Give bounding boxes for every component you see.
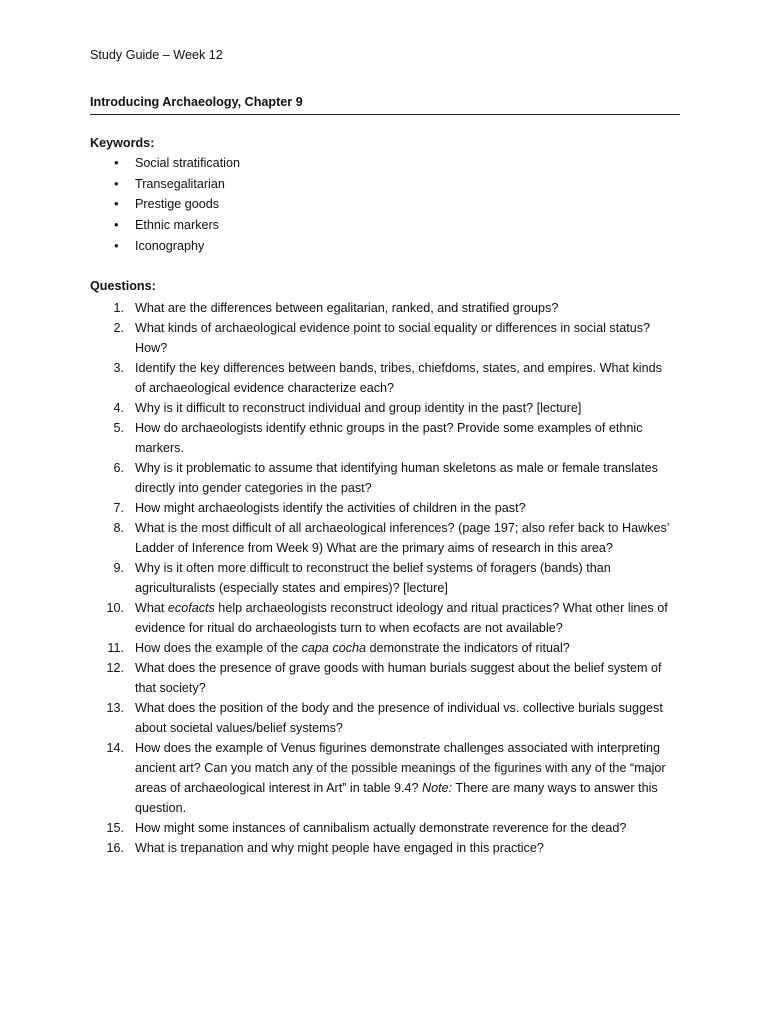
keywords-list: [90, 155, 680, 258]
question-number: 8.: [113, 521, 124, 535]
keyword-text: Social stratification: [135, 156, 240, 170]
question-item: [90, 598, 680, 638]
question-number: 15.: [106, 821, 124, 835]
questions-list: [90, 298, 680, 858]
question-item: [90, 418, 680, 458]
question-item: [90, 458, 680, 498]
question-number: 6.: [113, 461, 124, 475]
page-title: Introducing Archaeology, Chapter 9: [90, 95, 303, 109]
question-number: 13.: [106, 701, 124, 715]
bullet-icon: •: [114, 217, 119, 233]
question-text: Identify the key differences between bands, tribes, chiefdoms, states, and empires. What kinds: [135, 361, 662, 375]
question-text: about societal values/belief systems?: [135, 721, 343, 735]
keyword-text: Ethnic markers: [135, 218, 219, 233]
question-number: 4.: [113, 401, 124, 415]
list-item: [90, 176, 680, 197]
question-item: [90, 658, 680, 698]
list-item: [90, 155, 680, 176]
question-number: 12.: [106, 661, 124, 675]
keywords-heading: Keywords:: [90, 136, 155, 150]
question-text: What kinds of archaeological evidence point to social equality or differences in social status?: [135, 321, 651, 335]
list-item: [90, 196, 680, 217]
question-text: How does the example of the capa cocha demonstrate the indicators of ritual?: [135, 641, 570, 655]
question-text: ancient art? Can you match any of the possible meanings of the figurines with any of the “major: [135, 761, 666, 775]
question-number: 10.: [106, 601, 124, 615]
question-text: What does the position of the body and the presence of individual vs. collective burials suggest: [135, 701, 663, 715]
question-item: [90, 698, 680, 738]
question-text: How might archaeologists identify the activities of children in the past?: [135, 501, 526, 515]
question-text: agriculturalists (especially states and empires)? [lecture]: [135, 581, 448, 595]
question-text: Why is it often more difficult to reconstruct the belief systems of foragers (bands) than: [135, 561, 611, 575]
question-number: 5.: [113, 421, 124, 435]
question-number: 14.: [106, 741, 124, 755]
question-number: 11.: [107, 641, 124, 655]
question-text: question.: [135, 801, 187, 815]
questions-heading: Questions:: [90, 279, 156, 293]
list-item: [90, 238, 680, 259]
keyword-text: Transegalitarian: [135, 176, 225, 191]
question-item: [90, 818, 680, 838]
question-text: What ecofacts help archaeologists reconstruct ideology and ritual practices? What other lines of: [135, 601, 668, 615]
question-item: [90, 398, 680, 418]
question-text: Why is it problematic to assume that identifying human skeletons as male or female translates: [135, 461, 658, 475]
question-text: evidence for ritual do archaeologists turn to when ecofacts are not available?: [135, 621, 563, 635]
question-item: [90, 498, 680, 518]
question-text: What are the differences between egalitarian, ranked, and stratified groups?: [135, 301, 559, 315]
document-header: Study Guide – Week 12: [90, 48, 223, 62]
question-item: [90, 738, 680, 818]
keyword-text: Iconography: [135, 238, 205, 253]
question-text: How might some instances of cannibalism actually demonstrate reverence for the dead?: [135, 821, 627, 835]
question-number: 16.: [106, 841, 124, 855]
question-text: What is trepanation and why might people have engaged in this practice?: [135, 841, 544, 855]
title-divider: [90, 114, 680, 115]
question-item: [90, 518, 680, 558]
question-number: 7.: [113, 501, 124, 515]
question-item: [90, 558, 680, 598]
bullet-icon: •: [114, 196, 119, 212]
question-text: Why is it difficult to reconstruct individual and group identity in the past? [lecture]: [135, 401, 582, 415]
bullet-icon: •: [114, 155, 119, 170]
italic-term: Note:: [422, 781, 453, 795]
question-text: How do archaeologists identify ethnic groups in the past? Provide some examples of ethnic: [135, 421, 643, 435]
bullet-icon: •: [114, 237, 119, 253]
question-item: [90, 838, 680, 858]
question-text: markers.: [135, 441, 184, 455]
question-text: What does the presence of grave goods with human burials suggest about the belief system of: [135, 661, 662, 675]
question-text: Ladder of Inference from Week 9) What are the primary aims of research in this area?: [135, 541, 613, 555]
keyword-text: Prestige goods: [135, 197, 220, 212]
question-item: [90, 298, 680, 318]
question-number: 9.: [113, 561, 124, 575]
question-text: directly into gender categories in the past?: [135, 481, 372, 495]
question-text: How does the example of Venus figurines demonstrate challenges associated with interpreting: [135, 741, 661, 755]
question-text: What is the most difficult of all archaeological inferences? (page 197; also refer back to Hawkes’: [135, 521, 670, 535]
question-text: areas of archaeological interest in Art” in table 9.4? Note: There are many ways to answer this: [135, 781, 658, 795]
question-item: [90, 358, 680, 398]
list-item: [90, 217, 680, 238]
italic-term: capa cocha: [301, 641, 367, 655]
question-text: How?: [135, 341, 168, 355]
question-number: 3.: [113, 361, 124, 375]
question-item: [90, 638, 680, 658]
question-item: [90, 318, 680, 358]
question-text: of archaeological evidence characterize each?: [135, 381, 395, 395]
question-text: that society?: [135, 681, 206, 695]
bullet-icon: •: [114, 175, 119, 191]
question-number: 2.: [113, 321, 124, 335]
italic-term: ecofacts: [167, 601, 215, 615]
question-number: 1.: [113, 301, 124, 315]
